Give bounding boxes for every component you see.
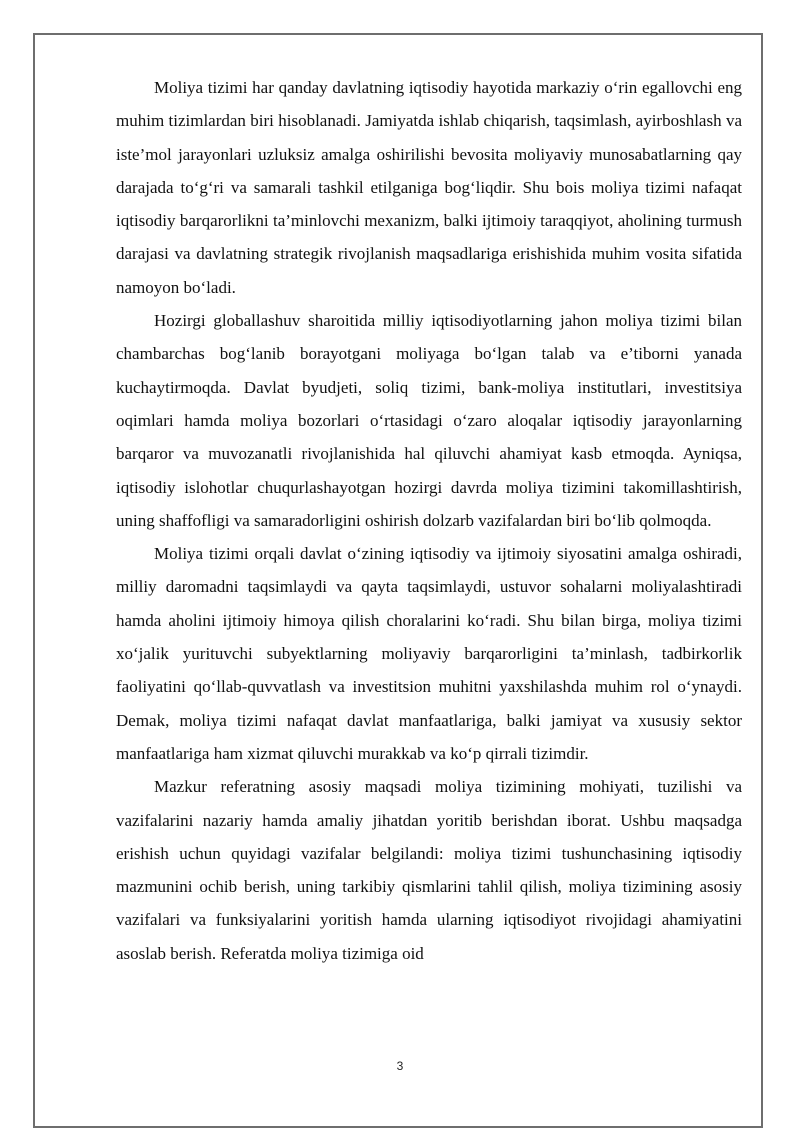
- paragraph-1: Moliya tizimi har qanday davlatning iqtisodiy hayotida markaziy o‘rin egallovchi eng muhim tizimlardan biri hisoblanadi. Jamiyatda ishlab chiqarish, taqsimlash, ayirboshlash va iste’mol jarayonlari uzluksiz amalga oshirilishi bevosita moliyaviy munosabatlarning qay darajada to‘g‘ri va samarali tashkil etilganiga bog‘liqdir. Shu bois moliya tizimi nafaqat iqtisodiy barqarorlikni ta’minlovchi mexanizm, balki ijtimoiy taraqqiyot, aholining turmush darajasi va davlatning strategik rivojlanish maqsadlariga erishishida muhim vosita sifatida namoyon bo‘ladi.: [116, 78, 742, 297]
- paragraph-3: Moliya tizimi orqali davlat o‘zining iqtisodiy va ijtimoiy siyosatini amalga oshiradi, milliy daromadni taqsimlaydi va qayta taqsimlaydi, ustuvor sohalarni moliyalashtiradi hamda aholini ijtimoiy himoya qilish choralarini ko‘radi. Shu bilan birga, moliya tizimi xo‘jalik yurituvchi subyektlarning moliyaviy barqarorligini ta’minlash, tadbirkorlik faoliyatini qo‘llab-quvvatlash va investitsion muhitni yaxshilashda muhim rol o‘ynaydi. Demak, moliya tizimi nafaqat davlat manfaatlariga, balki jamiyat va xususiy sektor manfaatlariga ham xizmat qiluvchi murakkab va ko‘p qirrali tizimdir.: [116, 544, 742, 763]
- paragraph-2: Hozirgi globallashuv sharoitida milliy iqtisodiyotlarning jahon moliya tizimi bilan chambarchas bog‘lanib borayotgani moliyaga bo‘lgan talab va e’tiborni yanada kuchaytirmoqda. Davlat byudjeti, soliq tizimi, bank-moliya institutlari, investitsiya oqimlari hamda moliya bozorlari o‘rtasidagi o‘zaro aloqalar iqtisodiy jarayonlarning barqaror va muvozanatli rivojlanishida hal qiluvchi ahamiyat kasb etmoqda. Ayniqsa, iqtisodiy islohotlar chuqurlashayotgan hozirgi davrda moliya tizimini takomillashtirish, uning shaffofligi va samaradorligini oshirish dolzarb vazifalardan biri bo‘lib qolmoqda.: [116, 311, 742, 530]
- paragraph-4: Mazkur referatning asosiy maqsadi moliya tizimining mohiyati, tuzilishi va vazifalarini nazariy hamda amaliy jihatdan yoritib berishdan iborat. Ushbu maqsadga erishish uchun quyidagi vazifalar belgilandi: moliya tizimi tushunchasining iqtisodiy mazmunini ochib berish, uning tarkibiy qismlarini tahlil qilish, moliya tizimining asosiy vazifalari va funksiyalarini yoritish hamda ularning iqtisodiyot rivojidagi ahamiyatini asoslab berish. Referatda moliya tizimiga oid: [116, 777, 742, 963]
- page-number: 3: [396, 1059, 404, 1073]
- document-body: [116, 71, 742, 970]
